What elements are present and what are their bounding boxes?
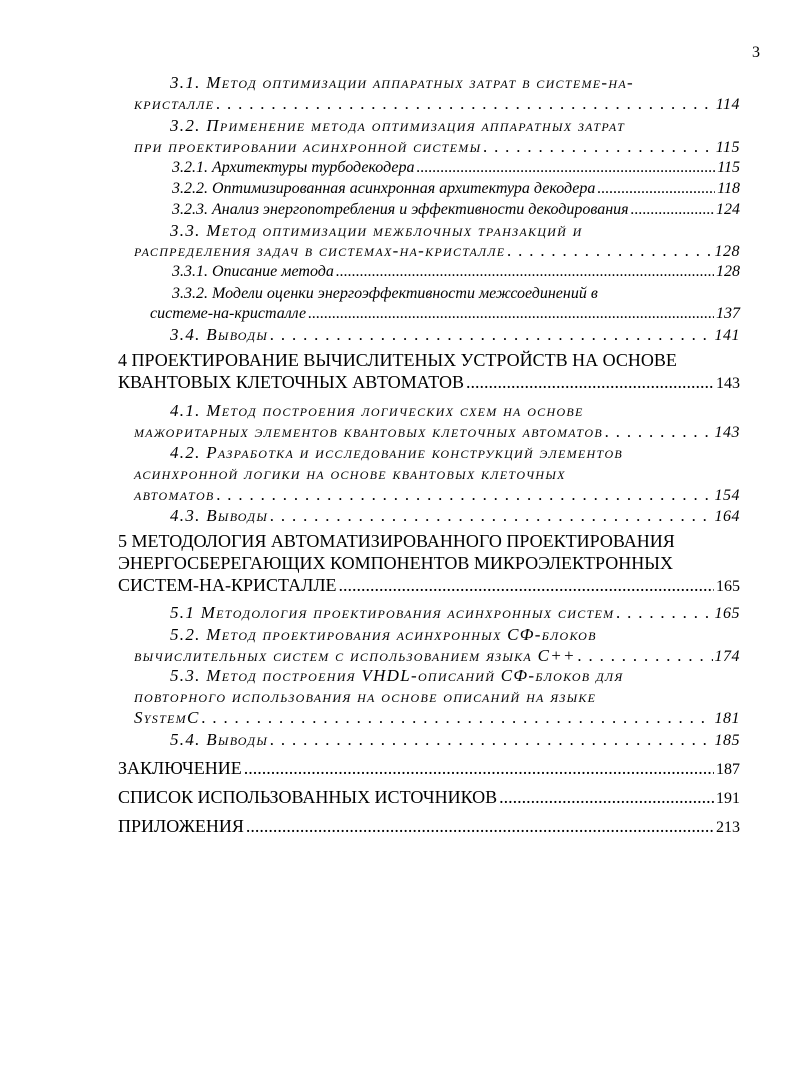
toc-entry-page: 114 xyxy=(715,96,740,113)
dot-leader xyxy=(339,575,714,596)
toc-entry-title: 3.3.2. Модели оценки энергоэффективности межсоединений в xyxy=(172,285,598,302)
dot-leader xyxy=(616,602,712,623)
toc-entry-3-1 xyxy=(134,93,740,114)
dot-leader xyxy=(246,816,714,837)
toc-chapter-title: ПРИЛОЖЕНИЯ xyxy=(118,816,244,836)
toc-entry-page: 213 xyxy=(716,819,740,836)
toc-entry-page: 115 xyxy=(715,139,740,156)
toc-entry-4-2 xyxy=(134,484,740,505)
toc-entry-3-3-2 xyxy=(172,283,740,304)
toc-entry-3-4 xyxy=(170,324,740,345)
toc-entry-title: 3.2.2. Оптимизированная асинхронная архитектура декодера xyxy=(172,180,596,197)
dot-leader xyxy=(466,372,714,393)
dot-leader xyxy=(416,157,715,178)
toc-entry-page: 128 xyxy=(716,263,740,280)
toc-chapter-title: ЭНЕРГОСБЕРЕГАЮЩИХ КОМПОНЕНТОВ МИКРОЭЛЕКТРОННЫХ xyxy=(118,553,673,573)
toc-entry-3-3-2 xyxy=(150,303,740,324)
toc-entry-title: 3.2.3. Анализ энергопотребления и эффективности декодирования xyxy=(172,201,629,218)
toc-entry-title: 5.2. Метод проектирования асинхронных СФ-блоков xyxy=(170,625,597,644)
toc-entry-page: 165 xyxy=(716,578,740,595)
dot-leader xyxy=(308,303,714,324)
toc-chapter-5 xyxy=(118,575,740,596)
dot-leader xyxy=(483,136,713,157)
toc-chapter-4 xyxy=(118,350,740,371)
toc-entry-page: 181 xyxy=(714,710,740,727)
toc-entry-page: 118 xyxy=(717,180,740,197)
toc-conclusion xyxy=(118,758,740,779)
toc-chapter-title: 5 МЕТОДОЛОГИЯ АВТОМАТИЗИРОВАННОГО ПРОЕКТИРОВАНИЯ xyxy=(118,531,675,551)
toc-entry-title: повторного использования на основе описаний на языке xyxy=(134,687,597,706)
toc-entry-title: мажоритарных элементов квантовых клеточных автоматов xyxy=(134,422,603,441)
dot-leader xyxy=(270,729,712,750)
toc-entry-title: распределения задач в системах-на-кристалле xyxy=(134,241,506,260)
toc-entry-title: 4.2. Разработка и исследование конструкций элементов xyxy=(170,443,624,462)
toc-chapter-5 xyxy=(118,553,740,574)
toc-entry-5-4 xyxy=(170,729,740,750)
toc-chapter-title: 4 ПРОЕКТИРОВАНИЕ ВЫЧИСЛИТЕНЫХ УСТРОЙСТВ НА ОСНОВЕ xyxy=(118,350,677,370)
dot-leader xyxy=(336,261,714,282)
toc-entry-page: 141 xyxy=(714,327,740,344)
toc-entry-page: 191 xyxy=(716,790,740,807)
toc-entry-page: 165 xyxy=(714,605,740,622)
toc-entry-3-2 xyxy=(170,115,740,136)
toc-entry-title: автоматов xyxy=(134,485,215,504)
toc-entry-page: 154 xyxy=(714,487,740,504)
toc-entry-3-2 xyxy=(134,136,740,157)
dot-leader xyxy=(605,421,713,442)
toc-chapter-title: СИСТЕМ-НА-КРИСТАЛЛЕ xyxy=(118,575,337,595)
toc-entry-5-2 xyxy=(170,624,740,645)
dot-leader xyxy=(244,758,714,779)
dot-leader xyxy=(216,93,713,114)
toc-entry-page: 164 xyxy=(714,508,740,525)
toc-entry-page: 143 xyxy=(714,424,740,441)
toc-entry-title: кристалле xyxy=(134,94,215,113)
toc-entry-title: 5.1 Методология проектирования асинхронных систем xyxy=(170,603,615,622)
page-number: 3 xyxy=(752,44,760,61)
dot-leader xyxy=(597,178,715,199)
toc-entry-4-2 xyxy=(134,463,740,484)
dot-leader xyxy=(499,787,714,808)
toc-entry-title: 3.2. Применение метода оптимизация аппаратных затрат xyxy=(170,116,626,135)
toc-entry-3-2-2 xyxy=(172,178,740,199)
toc-entry-page: 185 xyxy=(714,732,740,749)
dot-leader xyxy=(270,324,712,345)
toc-entry-3-3-1 xyxy=(172,261,740,282)
dot-leader xyxy=(631,199,714,220)
toc-entry-title: 3.4. Выводы xyxy=(170,325,269,344)
toc-entry-title: 4.1. Метод построения логических схем на основе xyxy=(170,401,584,420)
toc-entry-3-1 xyxy=(170,72,740,93)
toc-chapter-title: КВАНТОВЫХ КЛЕТОЧНЫХ АВТОМАТОВ xyxy=(118,372,464,392)
dot-leader xyxy=(578,645,713,666)
toc-entry-5-1 xyxy=(170,602,740,623)
toc-entry-page: 115 xyxy=(717,159,740,176)
toc-chapter-title: ЗАКЛЮЧЕНИЕ xyxy=(118,758,242,778)
toc-chapter-5 xyxy=(118,531,740,552)
toc-entry-title: SystemC xyxy=(134,708,200,727)
toc-entry-5-2 xyxy=(134,645,740,666)
toc-entry-3-2-3 xyxy=(172,199,740,220)
toc-entry-title: вычислительных систем с использованием языка C++ xyxy=(134,646,576,665)
toc-entry-5-3 xyxy=(134,707,740,728)
toc-entry-4-3 xyxy=(170,505,740,526)
toc-entry-title: асинхронной логики на основе квантовых клеточных xyxy=(134,464,566,483)
dot-leader xyxy=(270,505,712,526)
toc-entry-3-3 xyxy=(170,220,740,241)
toc-entry-4-1 xyxy=(170,400,740,421)
toc-entry-title: 3.3. Метод оптимизации межблочных транзакций и xyxy=(170,221,583,240)
toc-chapter-title: СПИСОК ИСПОЛЬЗОВАННЫХ ИСТОЧНИКОВ xyxy=(118,787,498,807)
toc-entry-title: 5.4. Выводы xyxy=(170,730,269,749)
toc-entry-page: 187 xyxy=(716,761,740,778)
toc-entry-title: системе-на-кристалле xyxy=(150,305,307,322)
dot-leader xyxy=(202,707,713,728)
toc-entry-title: 3.3.1. Описание метода xyxy=(172,263,334,280)
toc-references xyxy=(118,787,740,808)
toc-entry-title: 3.1. Метод оптимизации аппаратных затрат в системе-на- xyxy=(170,73,634,92)
dot-leader xyxy=(507,240,712,261)
toc-entry-title: 4.3. Выводы xyxy=(170,506,269,525)
toc-entry-title: 3.2.1. Архитектуры турбодекодера xyxy=(172,159,415,176)
toc-appendices xyxy=(118,816,740,837)
toc-entry-3-2-1 xyxy=(172,157,740,178)
toc-entry-page: 137 xyxy=(716,305,740,322)
toc-entry-4-1 xyxy=(134,421,740,442)
toc-entry-page: 128 xyxy=(714,243,740,260)
toc-entry-5-3 xyxy=(134,686,740,707)
toc-entry-4-2 xyxy=(170,442,740,463)
toc-entry-page: 174 xyxy=(714,648,740,665)
dot-leader xyxy=(217,484,713,505)
toc-entry-page: 143 xyxy=(716,375,740,392)
toc-entry-title: 5.3. Метод построения VHDL-описаний СФ-блоков для xyxy=(170,666,624,685)
toc-entry-page: 124 xyxy=(716,201,740,218)
toc-entry-title: при проектировании асинхронной системы xyxy=(134,137,482,156)
toc-entry-5-3 xyxy=(170,665,740,686)
toc-chapter-4 xyxy=(118,372,740,393)
toc-entry-3-3 xyxy=(134,240,740,261)
